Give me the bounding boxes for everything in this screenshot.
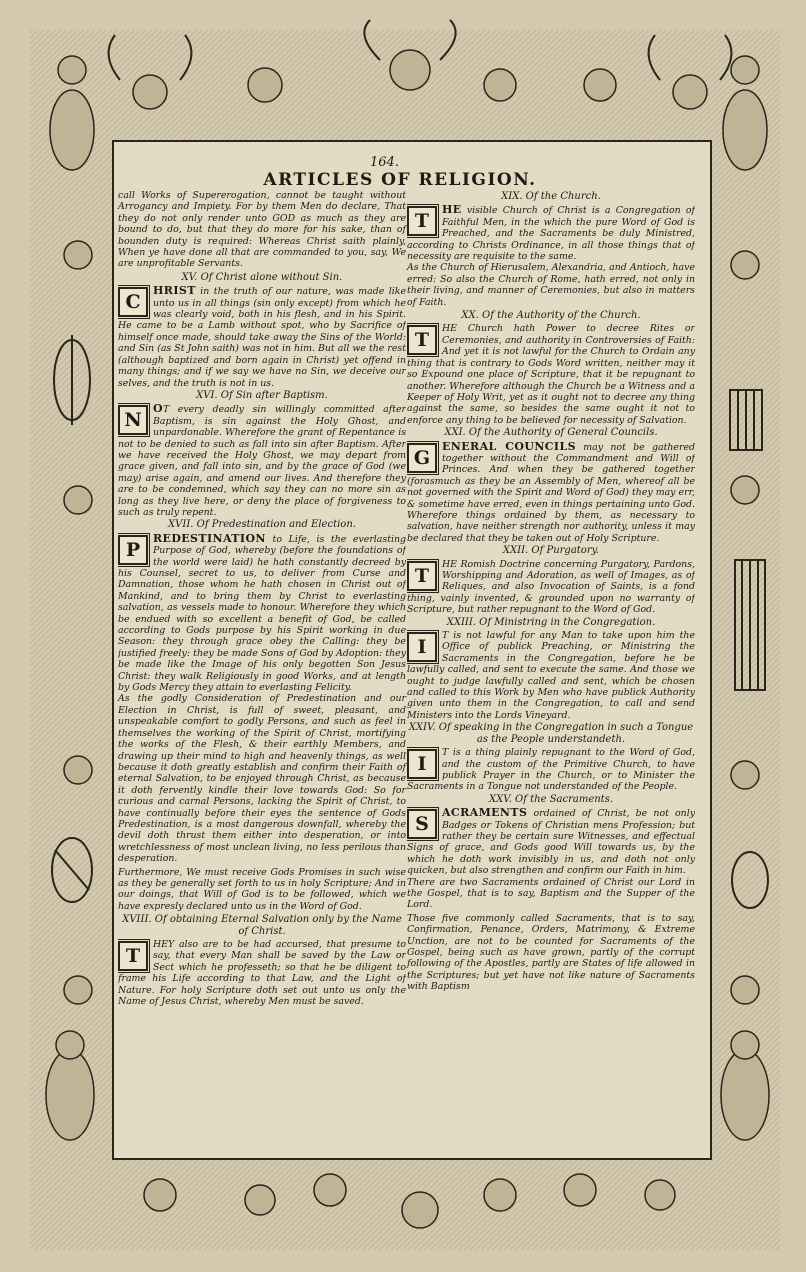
- article-text: T is a thing plainly repugnant to the Word of God, and the custom of the Primitive Church, to have publick Prayer in the Church, or to Minister the Sacraments in a Tongue not understanded of the People.: [407, 747, 695, 793]
- left-column: [118, 190, 406, 1007]
- right-column: [407, 190, 695, 995]
- article-xxii: [407, 559, 695, 616]
- lead-word: O: [153, 403, 163, 416]
- lead-word: ENERAL COUNCILS: [442, 440, 576, 453]
- drop-cap: N: [118, 405, 148, 435]
- article-paragraph: There are two Sacraments ordained of Christ our Lord in the Gospel, that is to say, Baptism and the Supper of the Lord.: [407, 876, 695, 911]
- article-xviii: [118, 939, 406, 1007]
- page-number: 164.: [370, 155, 399, 170]
- left-garland: [30, 140, 112, 1160]
- article-text: HEY also are to be had accursed, that presume to say, that every Man shall be saved by the Law or Sect which he professeth; so that he be diligent to frame his Life according to that Law, and the Light of Nature. For holy Scripture doth set out unto us only the Name of Jesus Christ, whereby Men must be saved.: [118, 939, 406, 1008]
- article-heading: XVIII. Of obtaining Eternal Salvation only by the Name of Christ.: [122, 914, 402, 937]
- article-text: to Life, is the everlasting Purpose of God, whereby (before the foundations of the world were laid) he hath constantly decreed by his Counsel, secret to us, to deliver from Curse and Damnation, those whom he hath chosen in Christ out of Mankind, and to bring them by Christ to everlasting salvation, as vessels made to honour. Wherefore they which be endued with so excellent a benefit of God, be called according to Gods purpose by his Spirit working in due Season: they through grace obey the Calling: they be justified freely: they be made Sons of God by Adoption: they be made like the Image of his only begotten Son Jesus Christ: they walk Religiously in good Works, and at length by Gods Mercy they attain to everlasting Felicity.: [118, 533, 406, 694]
- drop-cap: S: [407, 809, 437, 839]
- article-heading: XVII. Of Predestination and Election.: [168, 519, 356, 531]
- drop-cap: C: [118, 287, 148, 317]
- lead-word: ACRAMENTS: [442, 807, 528, 820]
- article-text: HE Church hath Power to decree Rites or Ceremonies, and authority in Controversies of Faith: And yet it is not lawful for the Church to Ordain any thing that is contrary to Gods Word written, neither may it so Expound one place of Scripture, that it be repugnant to another. Wherefore although the Church be a Witness and a Keeper of Holy Writ, yet as it ought not to decree any thing against the same, so besides the same ought it not to enforce any thing to be believed for necessity of Salvation.: [407, 323, 695, 426]
- article-xvii: [118, 533, 406, 694]
- article-heading: XXI. Of the Authority of General Councils.: [444, 427, 658, 439]
- article-heading: XV. Of Christ alone without Sin.: [181, 271, 343, 283]
- article-text: ordained of Christ, be not only Badges or Tokens of Christian mens Profession; but rather they be certain sure Witnesses, and effectual Signs of grace, and Gods good Will towards us, by the which he doth work invisibly in us, and doth not only quicken, but also strengthen and confirm our Faith in him.: [407, 808, 695, 877]
- article-paragraph: Furthermore, We must receive Gods Promises in such wise as they be generally set forth to us in holy Scripture; And in our doings, that Will of God is to be followed, which we have expresly declared unto us in the Word of God.: [118, 866, 406, 912]
- article-heading: XIX. Of the Church.: [501, 191, 601, 202]
- article-heading: XXIII. Of Ministring in the Congregation.: [446, 616, 656, 628]
- article-xix: [407, 204, 695, 262]
- drop-cap: T: [407, 206, 437, 236]
- article-xxv: [407, 807, 695, 876]
- drop-cap: P: [118, 535, 148, 565]
- intro-paragraph: call Works of Supererogation, cannot be taught without Arrogancy and Impiety. For by them Men do declare, That they do not only render unto GOD as much as they are bound to do, but that they do more for his sake, than of bounden duty is required: Whereas Christ saith plainly, When ye have done all that are commanded to you, say, We are unprofitable Servants.: [118, 190, 406, 270]
- article-paragraph: Those five commonly called Sacraments, that is to say, Confirmation, Penance, Orders, Matrimony, & Extreme Unction, are not to be counted for Sacraments of the Gospel, being such as have grown, partly of the corrupt following of the Apostles, partly are States of life allowed in the Scriptures; but yet have not like nature of Sacraments with Baptism: [407, 912, 695, 993]
- drop-cap: T: [407, 561, 437, 591]
- lead-word: HRIST: [153, 285, 196, 298]
- lead-word: REDESTINATION: [153, 532, 266, 545]
- article-heading: XXV. Of the Sacraments.: [488, 793, 614, 805]
- article-paragraph: As the godly Consideration of Predestination and our Election in Christ, is full of sweet, pleasant, and unspeakable comfort to godly Persons, and such as feel in themselves the working of the Spirit of Christ, mortifying the works of the Flesh, & their earthly Members, and drawing up their mind to high and heavenly things, as well because it doth greatly establish and confirm their Faith of eternal Salvation, to be enjoyed through Christ, as because it doth fervently kindle their love towards God: So for curious and carnal Persons, lacking the Spirit of Christ, to have continually before their eyes the sentence of Gods Predestination, is a most dangerous downfall, whereby the devil doth thrust them either into desperation, or into wretchlessness of most unclean living, no less perilous than desperation.: [118, 693, 406, 865]
- article-text: T every deadly sin willingly committed after Baptism, is sin against the Holy Ghost, and unpardonable. Wherefore the grant of Repentance is not to be denied to such as fall into sin after Baptism. After we have received the Holy Ghost, we may depart from grace given, and fall into sin, and by the grace of God (we may) arise again, and amend our lives. And therefore they are to be condemned, which say they can no more sin as long as they live here, or deny the place of forgiveness to such as truly repent.: [118, 404, 406, 518]
- drop-cap: I: [407, 749, 437, 779]
- article-text: HE Romish Doctrine concerning Purgatory, Pardons, Worshipping and Adoration, as well of Images, as of Reliques, and also Invocation of Saints, is a fond thing, vainly invented, & grounded upon no warranty of Scripture, but rather repugnant to the Word of God.: [407, 558, 695, 616]
- article-heading: XXII. Of Purgatory.: [502, 545, 600, 557]
- article-text: may not be gathered together without the Commandment and Will of Princes. And when they be gathered together (forasmuch as they be an Assembly of Men, whereof all be not governed with the Spirit and Word of God) they may err, & sometime have erred, even in things pertaining unto God. Wherefore things ordained by them, as necessary to salvation, have neither strength nor authority, unless it may be declared that they be taken out of Holy Scripture.: [407, 441, 695, 544]
- article-xxiii: [407, 630, 695, 721]
- article-xv: [118, 285, 406, 389]
- article-text: in the truth of our nature, was made like unto us in all things (sin only except) from which he was clearly void, both in his flesh, and in his Spirit. He came to be a Lamb without spot, who by Sacrifice of himself once made, should take away the Sins of the World: and Sin (as St John saith) was not in him. But all we the rest (although baptized and born again in Christ) yet offend in many things; and if we say we have no Sin, we deceive our selves, and the truth is not in us.: [118, 286, 406, 389]
- drop-cap: I: [407, 632, 437, 662]
- drop-cap: T: [118, 941, 148, 971]
- article-xxi: [407, 441, 695, 545]
- article-heading: XXIV. Of speaking in the Congregation in such a Tongue as the People understandeth.: [408, 722, 694, 745]
- article-xvi: [118, 403, 406, 518]
- drop-cap: T: [407, 325, 437, 355]
- lead-word: HE: [442, 204, 462, 217]
- right-garland: [712, 140, 780, 1160]
- article-text: visible Church of Christ is a Congregation of Faithful Men, in the which the pure Word of God is Preached, and the Sacraments be duly Ministred, according to Christs Ordinance, in all those things that of necessity are requisite to the same.: [407, 205, 695, 263]
- article-paragraph: As the Church of Hierusalem, Alexandria, and Antioch, have erred: So also the Church of Rome, hath erred, not only in their living, and manner of Ceremonies, but also in matters of Faith.: [407, 262, 695, 308]
- article-text: T is not lawful for any Man to take upon him the Office of publick Preaching, or Ministring the Sacraments in the Congregation, before he be lawfully called, and sent to execute the same. And those we ought to judge lawfully called and sent, which be chosen and called to this Work by Men who have publick Authority given unto them in the Congregation, to call and send Ministers into the Lords Vineyard.: [407, 630, 695, 721]
- article-xxiv: [407, 747, 695, 793]
- article-xx: [407, 323, 695, 426]
- article-heading: XVI. Of Sin after Baptism.: [196, 389, 328, 401]
- drop-cap: G: [407, 443, 437, 473]
- page-title: ARTICLES OF RELIGION.: [263, 170, 537, 190]
- article-heading: XX. Of the Authority of the Church.: [461, 310, 641, 322]
